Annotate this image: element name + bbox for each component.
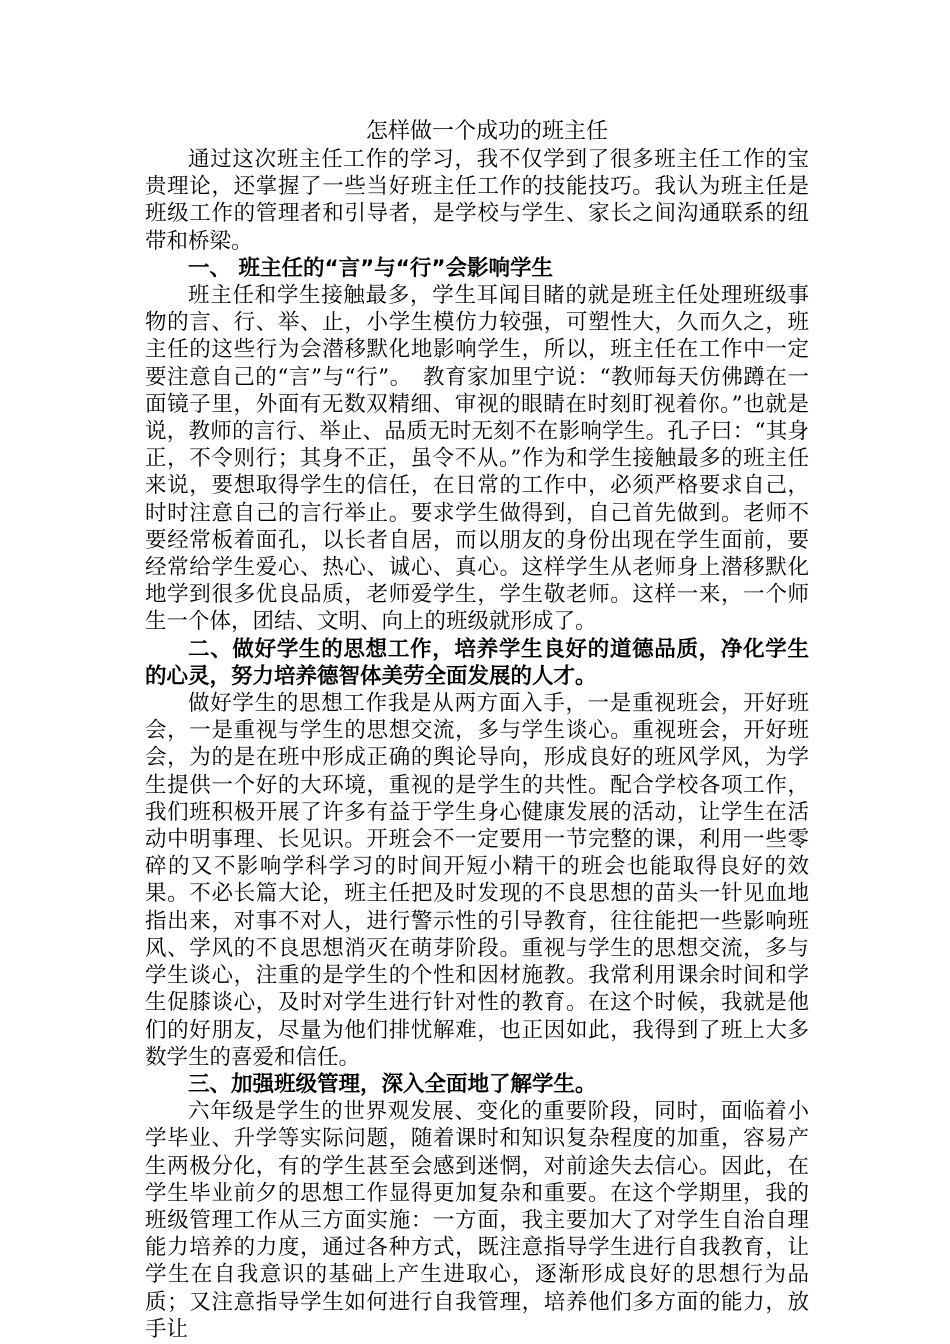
intro-paragraph: 通过这次班主任工作的学习，我不仅学到了很多班主任工作的宝贵理论，还掌握了一些当好班主任工作的技能技巧。我认为班主任是班级工作的管理者和引导者，是学校与学生、家长之间沟通联系的纽带和桥梁。: [145, 147, 809, 254]
document-title: 怎样做一个成功的班主任: [365, 119, 608, 144]
section-1-body: 班主任和学生接触最多，学生耳闻目睹的就是班主任处理班级事物的言、行、举、止，小学生模仿力较强，可塑性大，久而久之，班主任的这些行为会潜移默化地影响学生，所以，班主任在工作中一定要注意自己的“言”与“行”。 教育家加里宁说：“教师每天仿佛蹲在一面镜子里，外面有无数双精细、审视的眼睛在时刻盯视着你。”也就是说，教师的言行、举止、品质无时无刻不在影响学生。孔子曰：“其身正，不令则行；其身不正，虽令不从。”作为和学生接触最多的班主任来说，要想取得学生的信任，在日常的工作中，必须严格要求自己，时时注意自己的言行举止。要求学生做得到，自己首先做到。老师不要经常板着面孔，以长者自居，而以朋友的身份出现在学生面前，要经常给学生爱心、热心、诚心、真心。这样学生从老师身上潜移默化地学到很多优良品质，老师爱学生，学生敬老师。这样一来，一个师生一个体，团结、文明、向上的班级就形成了。: [145, 283, 809, 635]
document-page: [145, 118, 809, 1343]
section-1-heading: 一、 班主任的“言”与“行”会影响学生: [188, 255, 554, 281]
section-2-body: 做好学生的思想工作我是从两方面入手，一是重视班会，开好班会，一是重视与学生的思想交流，多与学生谈心。重视班会，开好班会，为的是在班中形成正确的舆论导向，形成良好的班风学风，为学生提供一个好的大环境，重视的是学生的共性。配合学校各项工作，我们班积极开展了许多有益于学生身心健康发展的活动，让学生在活动中明事理、长见识。开班会不一定要用一节完整的课，利用一些零碎的又不影响学科学习的时间开短小精干的班会也能取得良好的效果。不必长篇大论，班主任把及时发现的不良思想的苗头一针见血地指出来，对事不对人，进行警示性的引导教育，往往能把一些影响班风、学风的不良思想消灭在萌芽阶段。重视与学生的思想交流，多与学生谈心，注重的是学生的个性和因材施教。我常利用课余时间和学生促膝谈心，及时对学生进行针对性的教育。在这个时候，我就是他们的好朋友，尽量为他们排忧解难，也正因如此，我得到了班上大多数学生的喜爱和信任。: [145, 691, 809, 1070]
section-2-heading: 二、做好学生的思想工作，培养学生良好的道德品质，净化学生的心灵，努力培养德智体美劳全面发展的人才。: [145, 636, 809, 689]
section-3-body: 六年级是学生的世界观发展、变化的重要阶段，同时，面临着小学毕业、升学等实际问题，随着课时和知识复杂程度的加重，容易产生两极分化，有的学生甚至会感到迷惘，对前途失去信心。因此，在学生毕业前夕的思想工作显得更加复杂和重要。在这个学期里，我的班级管理工作从三方面实施：一方面，我主要加大了对学生自治自理能力培养的力度，通过各种方式，既注意指导学生进行自我教育，让学生在自我意识的基础上产生进取心，逐渐形成良好的思想行为品质；又注意指导学生如何进行自我管理，培养他们多方面的能力，放手让: [145, 1099, 809, 1342]
section-3-heading: 三、加强班级管理，深入全面地了解学生。: [188, 1071, 597, 1097]
